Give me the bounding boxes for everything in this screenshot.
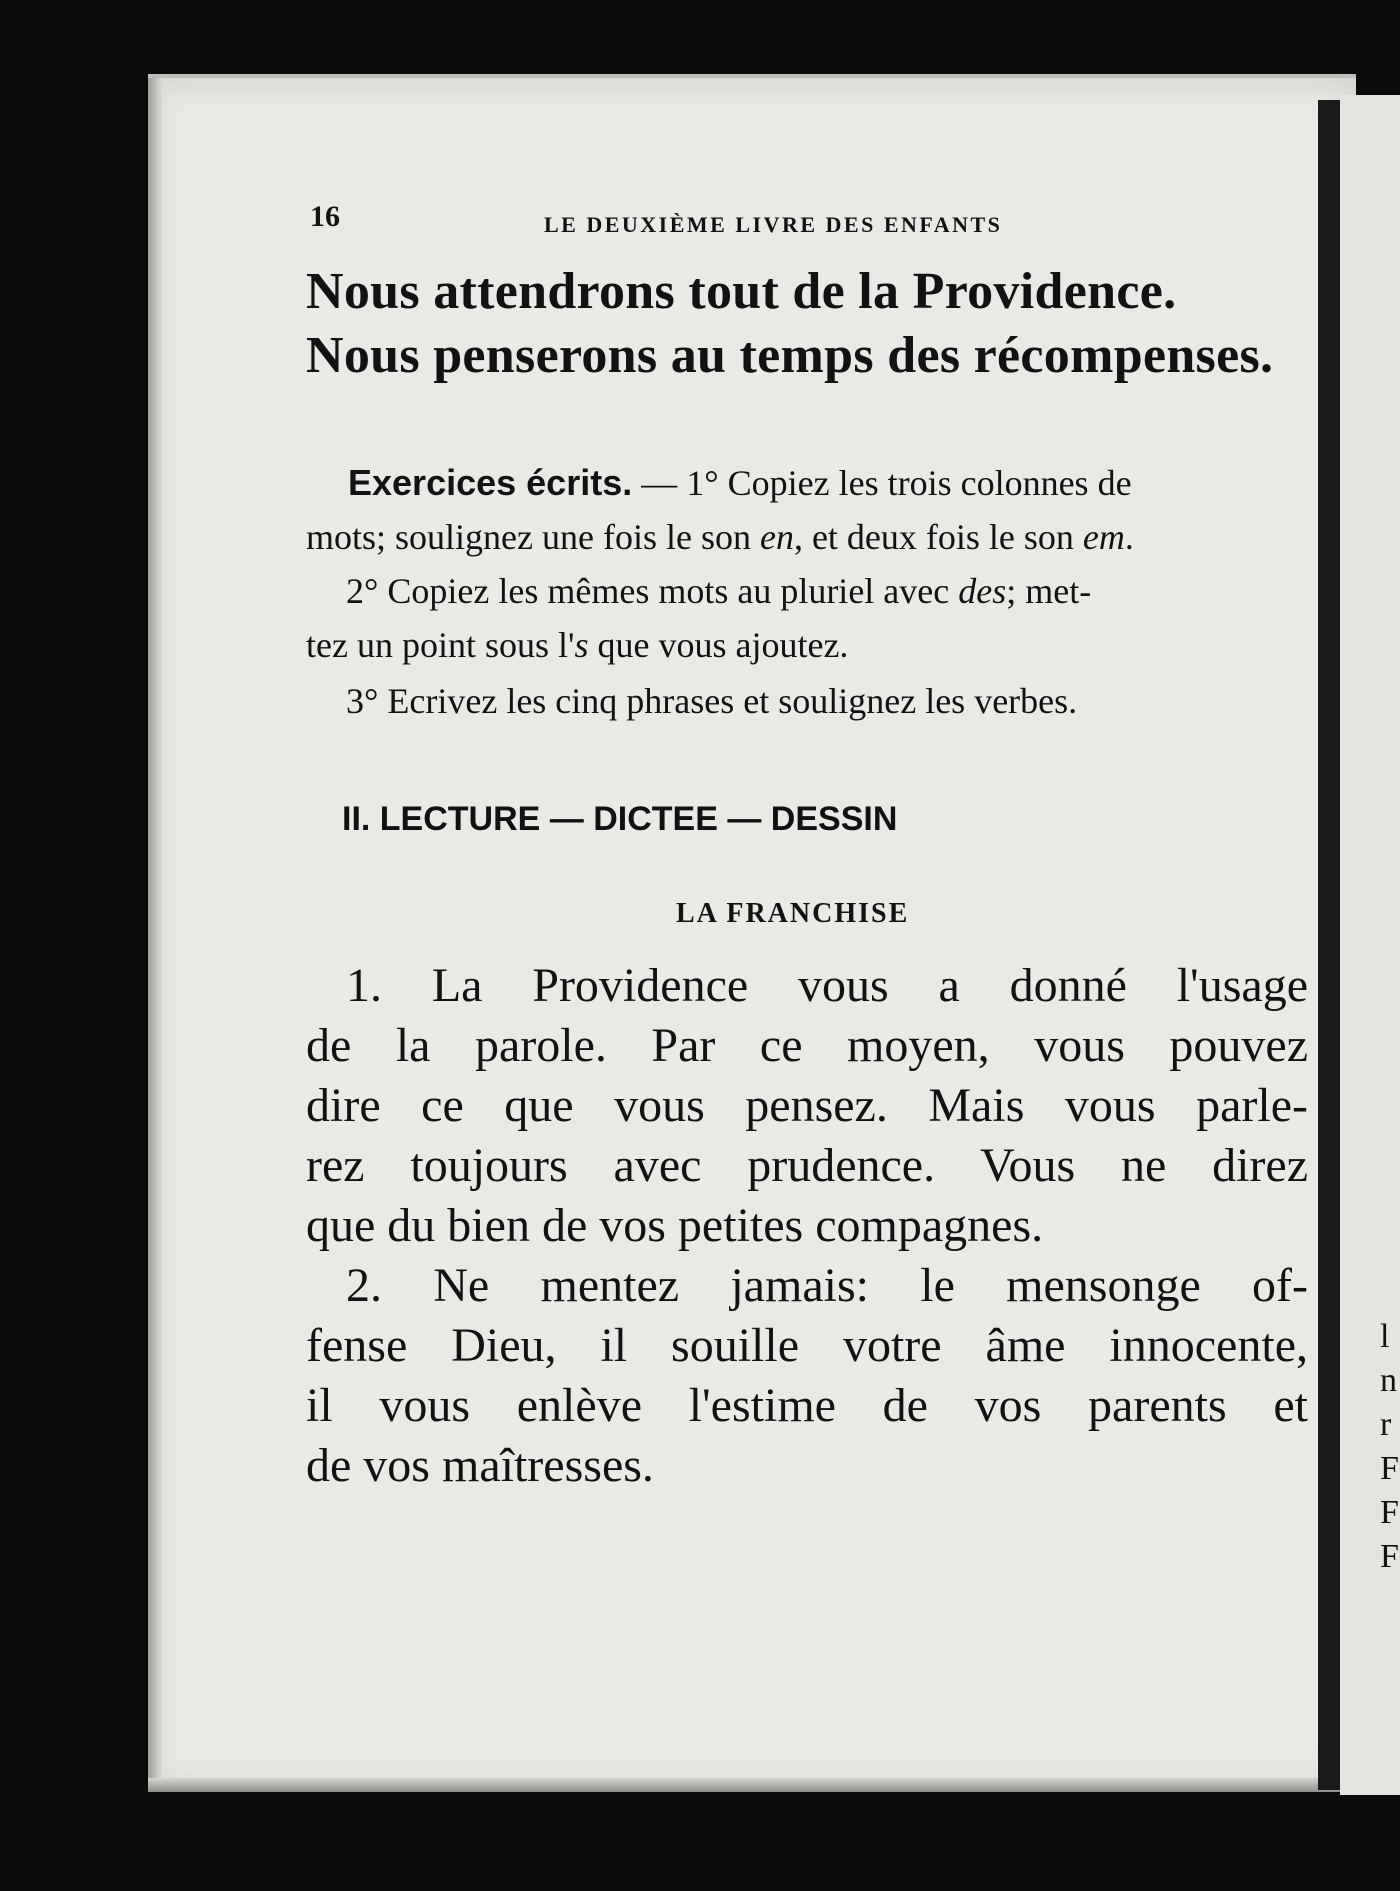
story-line: de vos maîtresses. <box>306 1439 654 1492</box>
book-gutter <box>1318 100 1340 1790</box>
exercise-line <box>306 516 1134 558</box>
story-line: dire ce que vous pensez. Mais vous parle- <box>306 1079 1308 1132</box>
exercise-emphasis: en <box>759 517 794 557</box>
next-page-letter: F <box>1380 1538 1399 1575</box>
exercise-line <box>348 462 1132 504</box>
page-number: 16 <box>310 200 340 233</box>
exercise-line <box>306 624 848 666</box>
exercise-lead: Exercices écrits. <box>348 462 633 503</box>
exercise-text: . <box>1124 517 1134 557</box>
story-line: que du bien de vos petites compagnes. <box>306 1199 1044 1252</box>
next-page-letter: F <box>1380 1450 1399 1487</box>
next-page-letter: F <box>1380 1494 1399 1531</box>
exercise-text: 2° Copiez les mêmes mots au pluriel avec <box>346 571 959 611</box>
story-line: 1. La Providence vous a donné l'usage <box>346 959 1308 1012</box>
exercise-text: — 1° Copiez les trois colonnes de <box>632 463 1132 503</box>
running-head: LE DEUXIÈME LIVRE DES ENFANTS <box>544 212 1003 237</box>
story-line: fense Dieu, il souille votre âme innocente, <box>306 1319 1308 1372</box>
exercise-emphasis: em <box>1082 517 1125 557</box>
next-page-text-fragment <box>1380 1315 1399 1579</box>
section-heading: II. LECTURE — DICTEE — DESSIN <box>342 800 898 838</box>
next-page-letter: r <box>1380 1406 1392 1443</box>
exercise-text: ; met- <box>1006 571 1092 611</box>
exercise-text: , et deux fois le son <box>793 517 1083 557</box>
intro-line: Nous attendrons tout de la Providence. <box>306 263 1177 320</box>
page-bottom-edge <box>148 1778 1356 1792</box>
page-binding-shadow <box>148 78 162 1790</box>
story-line: rez toujours avec prudence. Vous ne direz <box>306 1139 1308 1192</box>
exercise-emphasis: des <box>958 571 1007 611</box>
exercise-text: que vous ajoutez. <box>588 625 849 665</box>
story-title: LA FRANCHISE <box>676 898 910 929</box>
intro-line: Nous penserons au temps des récompenses. <box>306 327 1274 384</box>
story-line: de la parole. Par ce moyen, vous pouvez <box>306 1019 1308 1072</box>
story-line: il vous enlève l'estime de vos parents et <box>306 1379 1308 1432</box>
next-page-letter: n <box>1380 1362 1397 1399</box>
exercise-text: mots; soulignez une fois le son <box>306 517 760 557</box>
next-page-letter: l <box>1380 1318 1390 1355</box>
exercise-line: 3° Ecrivez les cinq phrases et soulignez les verbes. <box>346 681 1078 721</box>
story-line: 2. Ne mentez jamais: le mensonge of- <box>346 1259 1308 1312</box>
exercise-emphasis: s <box>574 625 589 665</box>
exercise-line <box>346 570 1091 612</box>
exercise-text: tez un point sous l' <box>306 625 575 665</box>
